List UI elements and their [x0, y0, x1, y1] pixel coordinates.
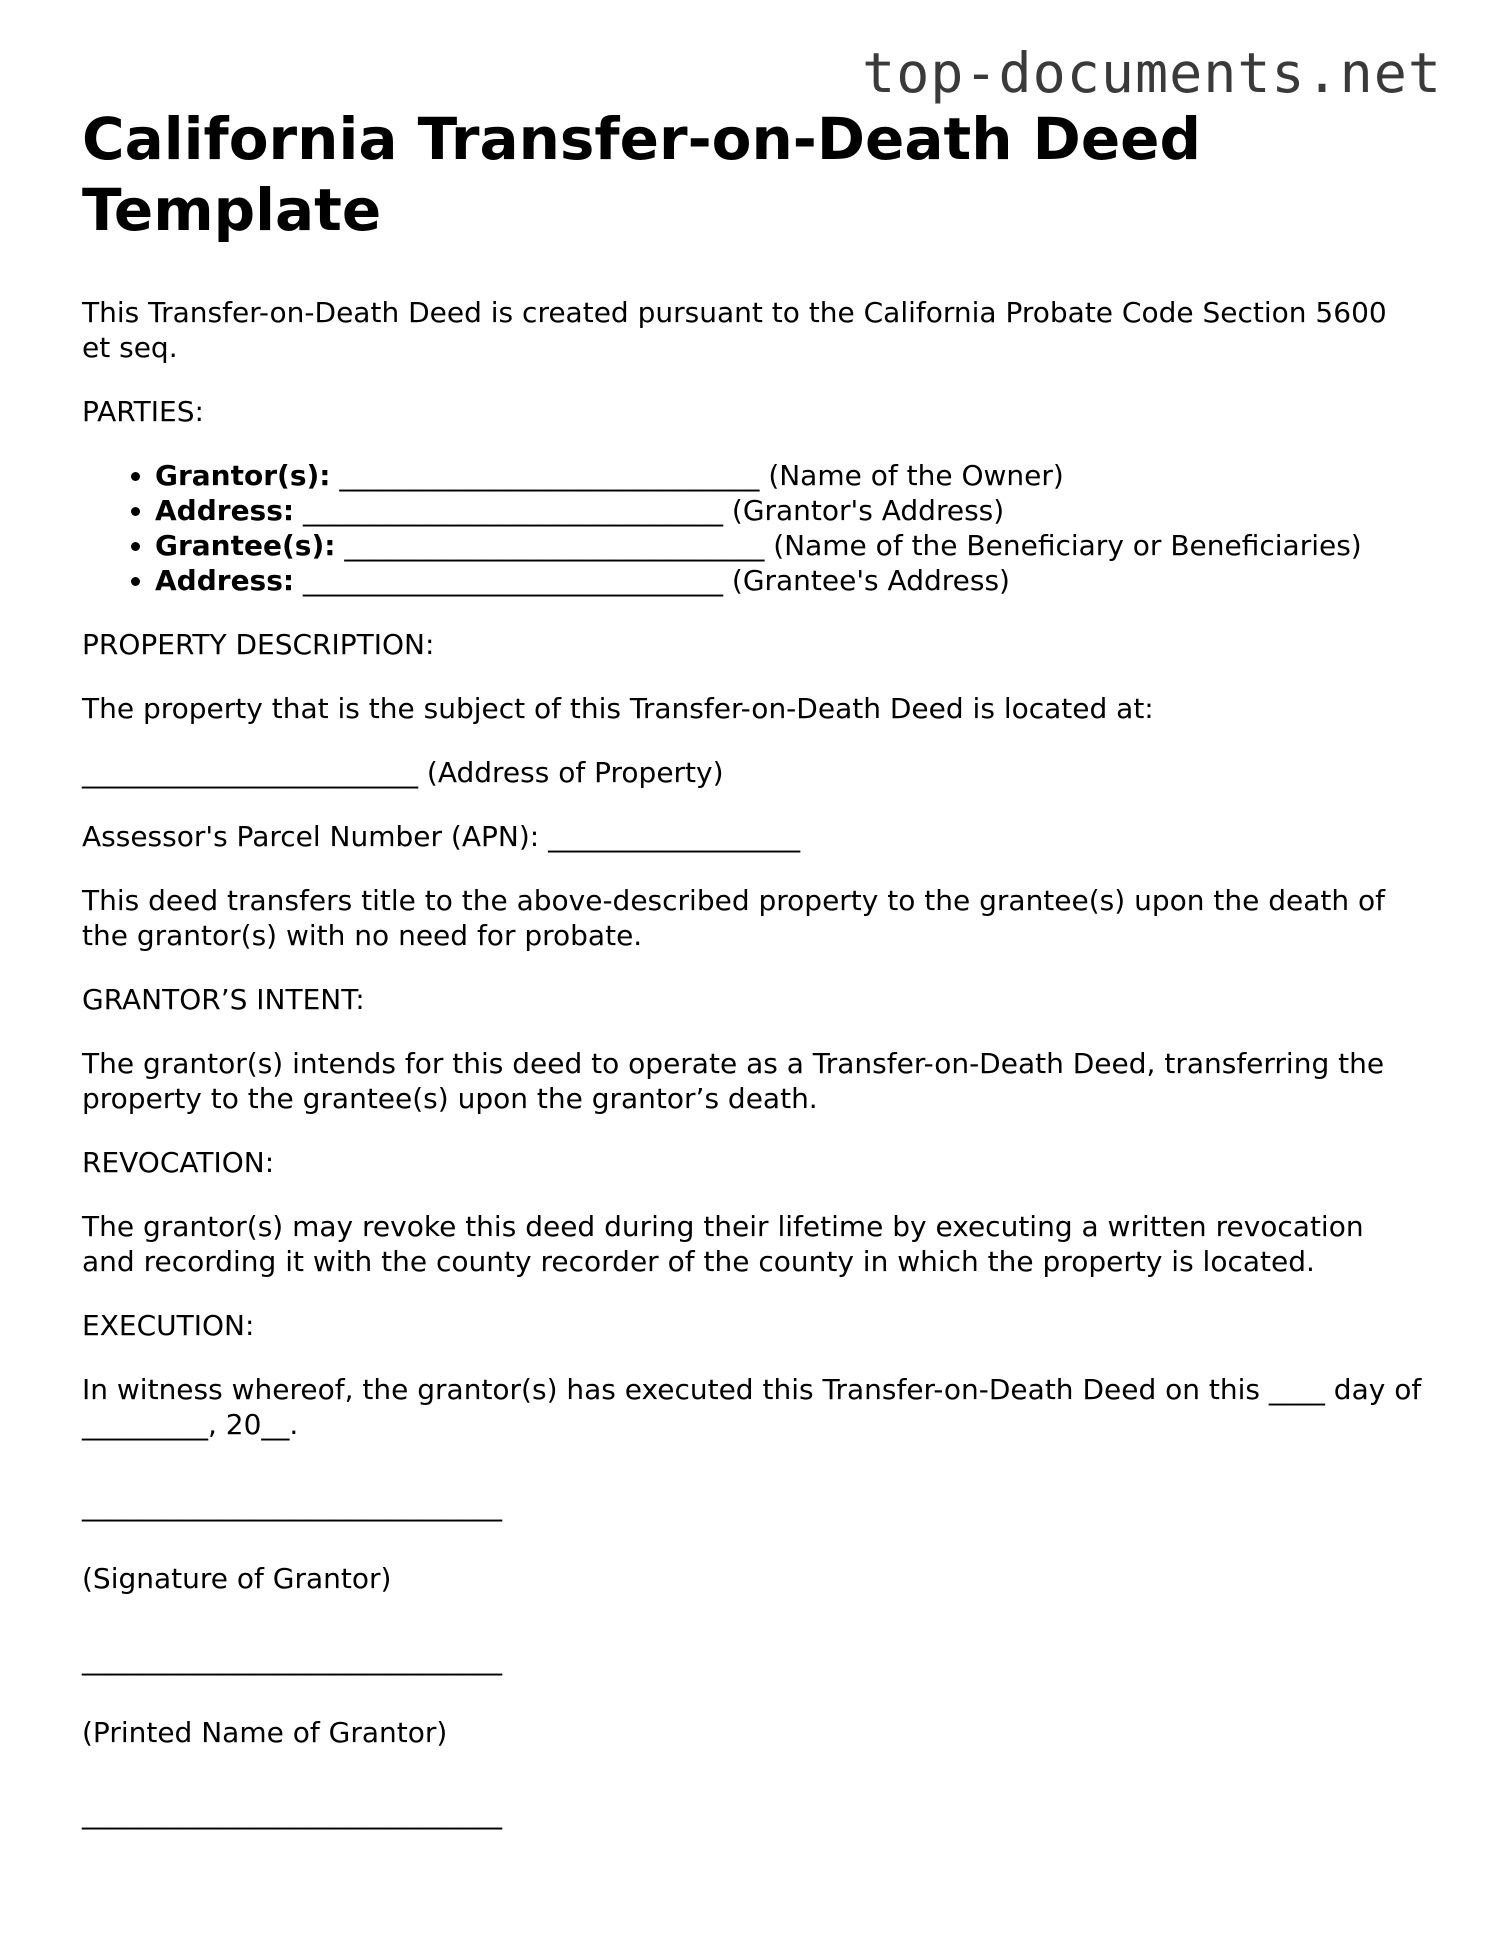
execution-paragraph: In witness whereof, the grantor(s) has executed this Transfer-on-Death Deed on this ____ day of _________, 20__.: [82, 1373, 1422, 1441]
grantee-address-blank: ______________________________ (Grantee's Address): [294, 564, 1010, 597]
property-heading: PROPERTY DESCRIPTION:: [82, 628, 435, 661]
intent-paragraph: The grantor(s) intends for this deed to operate as a Transfer-on-Death Deed, transferring the property to the grantee(s) upon the grantor’s death.: [82, 1047, 1385, 1115]
apn-line: Assessor's Parcel Number (APN): __________________: [82, 820, 801, 853]
grantor-address-label: Address:: [155, 494, 295, 527]
list-item: [155, 493, 1422, 528]
document-page: [82, 104, 1422, 1831]
signature-line: ______________________________: [82, 1489, 502, 1522]
list-item: [155, 528, 1422, 563]
intro-paragraph: This Transfer-on-Death Deed is created pursuant to the California Probate Code Section 5600 et seq.: [82, 296, 1387, 364]
watermark: top-documents.net: [862, 41, 1442, 105]
parties-list: [82, 458, 1422, 598]
transfer-paragraph: This deed transfers title to the above-described property to the grantee(s) upon the death of the grantor(s) with no need for probate.: [82, 884, 1385, 952]
grantee-blank: ______________________________ (Name of the Beneficiary or Beneficiaries): [335, 529, 1362, 562]
list-item: [155, 563, 1422, 598]
printed-name-label: (Printed Name of Grantor): [82, 1716, 448, 1749]
revocation-paragraph: The grantor(s) may revoke this deed during their lifetime by executing a written revocation and recording it with the county recorder of the county in which the property is located.: [82, 1210, 1364, 1278]
execution-heading: EXECUTION:: [82, 1309, 255, 1342]
intent-heading: GRANTOR’S INTENT:: [82, 983, 365, 1016]
grantor-label: Grantor(s):: [155, 459, 331, 492]
parties-heading: PARTIES:: [82, 395, 204, 428]
revocation-heading: REVOCATION:: [82, 1146, 275, 1179]
property-address-line: ________________________ (Address of Property): [82, 756, 724, 789]
grantor-blank: ______________________________ (Name of the Owner): [330, 459, 1064, 492]
document-title: California Transfer-on-Death Deed Template: [82, 105, 1202, 244]
list-item: [155, 458, 1422, 493]
grantee-address-label: Address:: [155, 564, 295, 597]
property-located-text: The property that is the subject of this Transfer-on-Death Deed is located at:: [82, 692, 1154, 725]
signature-label: (Signature of Grantor): [82, 1562, 392, 1595]
grantor-address-blank: ______________________________ (Grantor's Address): [294, 494, 1005, 527]
printed-name-line: ______________________________: [82, 1643, 502, 1676]
grantee-label: Grantee(s):: [155, 529, 336, 562]
final-signature-line: ______________________________: [82, 1797, 502, 1830]
